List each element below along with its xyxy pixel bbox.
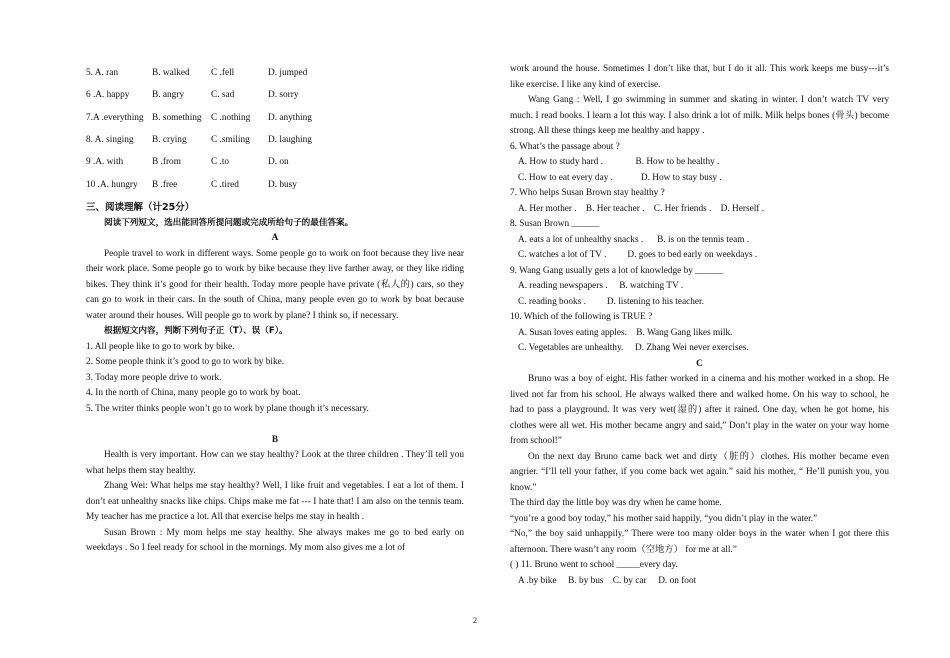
left-column	[86, 62, 464, 557]
cloze-option-row	[86, 151, 464, 173]
option-num: 5. A. ran	[86, 68, 119, 79]
question-options: C. How to eat every day . D. How to stay busy .	[518, 172, 722, 183]
option-d: D. anything	[268, 112, 312, 123]
statement: 2. Some people think it’s good to go to work by bike.	[86, 357, 285, 368]
statement: 4. In the north of China, many people go to work by boat.	[86, 388, 301, 399]
statement: 3. Today more people drive to work.	[86, 372, 222, 383]
statement: 5. The writer thinks people won’t go to work by plane though it’s necessary.	[86, 403, 369, 414]
option-d: D. on	[268, 157, 289, 168]
option-d: D. busy	[268, 179, 297, 190]
option-num: 6 .A. happy	[86, 90, 130, 101]
question-stem: 6. What’s the passage about ?	[510, 141, 620, 152]
statement: 1. All people like to go to work by bike.	[86, 341, 235, 352]
option-num: 8. A. singing	[86, 135, 134, 146]
section-title: 三、阅读理解（计25分）	[86, 201, 195, 213]
passage-b-para: Wang Gang : Well, I go swimming in summer and skating in winter. I don’t watch TV very much. I read books. I learn a lot this way. I also drink a lot of milk. Milk helps bones (骨头) become strong. All these things keep me healthy and happy .	[510, 95, 889, 136]
questions	[510, 140, 889, 357]
question-options: A. reading newspapers . B. watching TV .	[518, 281, 684, 291]
section-instruction: 阅读下列短文，选出能回答所提问题或完成所给句子的最佳答案。	[104, 217, 354, 228]
cloze-option-row	[86, 173, 464, 195]
question-options: A. Susan loves eating apples. B. Wang Gang likes milk.	[518, 327, 733, 338]
passage-c-title: C	[696, 358, 703, 369]
option-b: B. crying	[152, 135, 187, 146]
passage-a-title: A	[271, 233, 279, 244]
option-num: 10 .A. hungry	[86, 179, 138, 190]
passage-c-para: Bruno was a boy of eight. His father worked in a cinema and his mother worked in a shop. He lived not far from his school. He always walked there and walked home. On his way to school, he had to pass a playground. It was very wet(湿的) after it rained. One day, when he got home, his clothes were all wet. His mother became angry and said,” Don’t play in the water on your way home from school!”	[510, 374, 889, 446]
cloze-option-row	[86, 129, 464, 151]
question-stem: 9. Wang Gang usually gets a lot of knowledge by ______	[510, 265, 724, 276]
question-11: ( ) 11. Bruno went to school _____every day.	[510, 560, 678, 570]
passage-c-para: “No,” the boy said unhappily.” There were too many older boys in the water when I got there this afternoon. There wasn’t any room（空地方） for me at all.”	[510, 529, 889, 555]
question-options: A. Her mother . B. Her teacher . C. Her friends . D. Herself .	[518, 203, 765, 214]
passage-c-line: The third day the little boy was dry when he came home.	[510, 498, 722, 508]
passage-b-para: Zhang Wei: What helps me stay healthy? Well, I like fruit and vegetables. I eat a lot of them. I don’t eat unhealthy snacks like chips. Chips make me fat --- I hate that! I am also on the tennis team. My teacher has me practice a lot. All that exercise helps me stay in health .	[86, 481, 464, 523]
question-options: C. Vegetables are unhealthy. D. Zhang Wei never exercises.	[518, 343, 749, 353]
option-c: C .fell	[211, 68, 235, 79]
cloze-options	[86, 62, 464, 196]
question-options: C. watches a lot of TV . D. goes to bed early on weekdays .	[518, 250, 758, 260]
option-c: C .to	[211, 157, 230, 168]
option-b: B. something	[152, 112, 202, 123]
page-number: 2	[473, 616, 477, 625]
tf-instruction: 根据短文内容，判断下列句子正（T）、误（F）。	[104, 326, 288, 337]
question-11-options: A .by bike B. by bus C. by car D. on foot	[518, 575, 697, 586]
passage-a-text: People travel to work in different ways. Some people go to work on foot because they live near their work place. Some people go to work by bike because they live farther away, or they like riding bikes. They think it’s good for their health. Today more people have private (私人的) cars, so they can go to work in their cars. In the south of China, many people even go to work by boat because water around their houses. Will people go to work by plane? I think so, if necessary.	[86, 248, 464, 321]
option-c: C .nothing	[211, 112, 251, 123]
option-b: B. angry	[152, 90, 185, 101]
question-options: A. How to study hard . B. How to be healthy .	[518, 157, 720, 167]
passage-b-para: work around the house. Sometimes I don’t like that, but I do it all. This work keeps me busy---it’s like exercise. I like any kind of exercise.	[510, 64, 889, 90]
option-b: B. walked	[152, 68, 190, 79]
cloze-option-row	[86, 84, 464, 106]
option-d: D. jumped	[268, 68, 308, 79]
option-d: D. laughing	[268, 135, 312, 146]
question-stem: 10. Which of the following is TRUE ?	[510, 312, 653, 322]
cloze-option-row	[86, 62, 464, 84]
passage-b-para: Health is very important. How can we stay healthy? Look at the three children . They’ll tell you what helps them stay healthy.	[86, 450, 464, 476]
option-num: 9 .A. with	[86, 157, 124, 168]
option-c: C .smiling	[211, 135, 250, 146]
option-c: C .tired	[211, 179, 239, 190]
passage-c-para: On the next day Bruno came back wet and dirty（脏的）clothes. His mother became even angrier. “I’ll tell your father, if you come back wet again.” said his mother, “ He’ll punish you, you know.”	[510, 451, 889, 493]
tf-statements	[86, 340, 464, 418]
passage-b-para: Susan Brown : My mom helps me stay healthy. She always makes me go to bed early on weekdays . So I feel ready for school in the mornings. My mom also gives me a lot of	[86, 527, 464, 554]
passage-c-line: “you’re a good boy today,” his mother said happily, “you didn’t play in the water.”	[510, 513, 818, 524]
option-c: C. sad	[211, 90, 235, 101]
spacer	[86, 417, 464, 433]
cloze-option-row	[86, 107, 464, 129]
question-stem: 8. Susan Brown ______	[510, 219, 600, 229]
question-options: A. eats a lot of unhealthy snacks . B. is on the tennis team .	[518, 234, 750, 245]
passage-b-title: B	[271, 434, 279, 445]
option-d: D. sorry	[268, 90, 299, 101]
option-num: 7.A .everything	[86, 112, 144, 123]
option-b: B .from	[152, 157, 181, 168]
right-column	[510, 62, 889, 589]
option-b: B .free	[152, 179, 178, 190]
question-stem: 7. Who helps Susan Brown stay healthy ?	[510, 188, 665, 198]
question-options: C. reading books . D. listening to his teacher.	[518, 296, 704, 307]
